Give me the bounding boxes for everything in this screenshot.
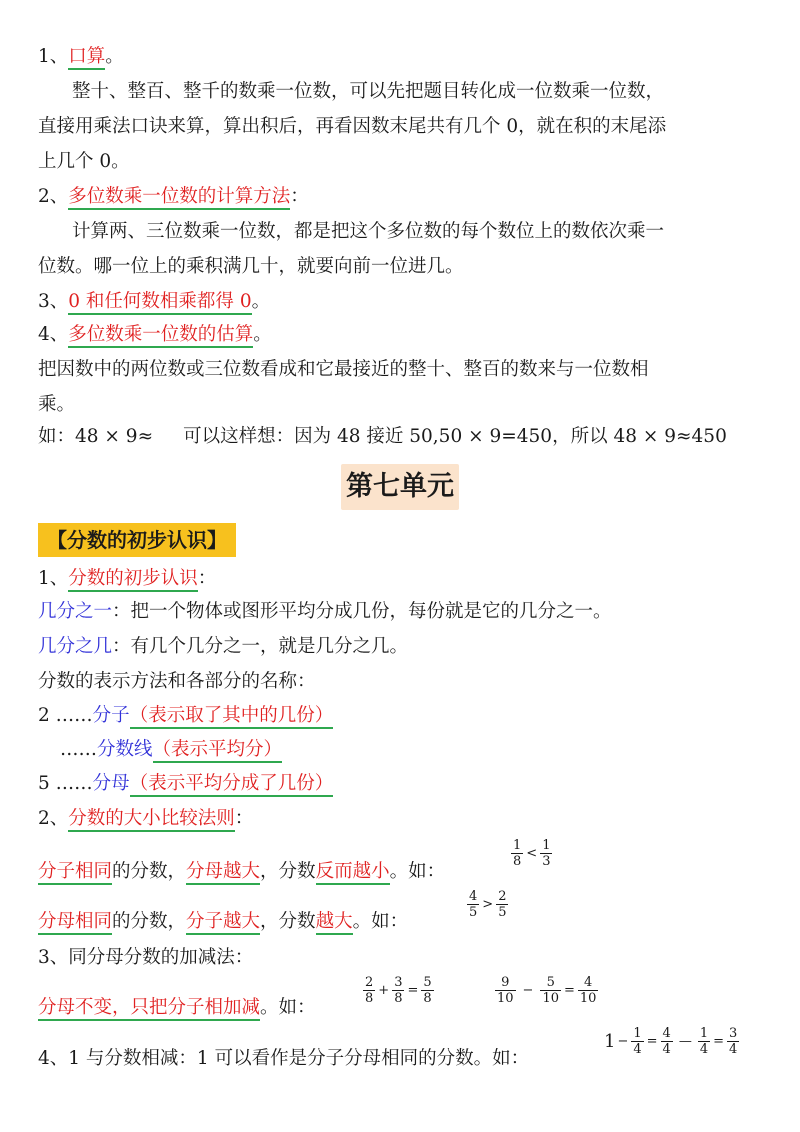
item-heading: 口算: [68, 46, 105, 70]
text: 。如：: [352, 911, 409, 932]
text: 。如：: [389, 861, 446, 882]
punct: ：: [234, 808, 254, 829]
keyword: 分子相同: [38, 861, 112, 885]
paragraph-line: 位数。哪一位上的乘积满几十，就要向前一位进几。: [38, 256, 464, 277]
s7-item-4-line: 4、1 与分数相减：1 可以看作是分子分母相同的分数。如：: [38, 1048, 530, 1069]
term: 几分之几: [38, 636, 113, 657]
fraction: [698, 1026, 710, 1057]
item-4-heading: [38, 322, 768, 348]
numerator: 3: [394, 975, 403, 990]
fraction: [511, 838, 523, 869]
denominator: 8: [394, 991, 403, 1006]
punct: 。: [253, 324, 272, 345]
part-name: 分母: [92, 773, 130, 794]
item-number: 2、: [38, 186, 69, 207]
item-heading: 多位数乘一位数的计算方法: [68, 186, 290, 210]
denominator: 8: [365, 991, 374, 1006]
numerator: 1: [633, 1026, 642, 1041]
s7-item-1-heading: [38, 566, 768, 592]
fraction: [578, 975, 599, 1006]
item-number: 1、: [38, 568, 69, 589]
item-heading: 分数的大小比较法则: [68, 808, 235, 832]
item-heading: 多位数乘一位数的估算: [68, 324, 253, 348]
paragraph-line: 乘。: [38, 394, 76, 415]
denominator: 10: [579, 991, 597, 1006]
example-subtraction: [494, 975, 599, 1006]
part-description: （表示取了其中的几份）: [130, 705, 334, 729]
one: 1: [604, 1031, 616, 1052]
less-than: <: [526, 846, 538, 861]
paragraph-line: 分数的表示方法和各部分的名称：: [38, 671, 316, 692]
item-heading: 0 和任何数相乘都得 0: [68, 291, 251, 315]
item-number: 1、: [38, 46, 69, 67]
punct: ：: [290, 186, 309, 207]
item-1-heading: [38, 44, 768, 70]
fraction: [363, 975, 375, 1006]
digit: 2: [38, 705, 50, 726]
denominator: 5: [498, 905, 507, 920]
punct: 。: [105, 46, 124, 67]
digit: 5: [38, 773, 50, 794]
paragraph-line: 把因数中的两位数或三位数看成和它最接近的整十、整百的数来与一位数相: [38, 359, 649, 380]
equals-sign: =: [564, 983, 575, 998]
denominator: 5: [469, 905, 478, 920]
numerator: 2: [498, 889, 507, 904]
denominator: 8: [513, 854, 522, 869]
denominator: 4: [729, 1042, 738, 1057]
dots: ……: [55, 705, 93, 726]
fraction-part-denominator: [38, 771, 768, 797]
text: 的分数，: [112, 861, 187, 882]
fraction: [661, 1026, 673, 1057]
numerator: 4: [578, 975, 599, 991]
part-description: （表示平均分成了几份）: [130, 773, 334, 797]
denominator: 4: [662, 1042, 671, 1057]
example-line: [38, 424, 768, 450]
example-prefix: 如：48 × 9≈: [38, 426, 154, 447]
item-3-heading: [38, 289, 768, 315]
example-explanation: 可以这样想：因为 48 接近 50,50 × 9=450，所以 48 × 9≈450: [183, 426, 727, 447]
keyword: 分母越大: [186, 861, 260, 885]
fraction: [631, 1026, 643, 1057]
numerator: 4: [469, 889, 478, 904]
paragraph-line: 上几个 0。: [38, 151, 130, 172]
fraction: [421, 975, 433, 1006]
keyword: 分母相同: [38, 911, 112, 935]
minus-sign: −: [522, 983, 534, 998]
numerator: 4: [662, 1026, 671, 1041]
numerator: 1: [542, 838, 551, 853]
definition-line: [38, 634, 768, 660]
unit-title: 第七单元: [341, 464, 459, 510]
example-compare-1: [510, 838, 553, 869]
example-compare-2: [466, 889, 509, 920]
section-title: 【分数的初步认识】: [38, 523, 236, 557]
example-addition: [362, 975, 435, 1006]
greater-than: >: [482, 897, 494, 912]
part-name: 分数线: [97, 739, 153, 760]
dots: ……: [55, 773, 93, 794]
punct: ：: [197, 568, 217, 589]
plus-sign: +: [378, 983, 390, 998]
denominator: 4: [699, 1042, 709, 1057]
denominator: 10: [497, 991, 514, 1006]
definition: ：有几个几分之一，就是几分之几。: [112, 636, 409, 657]
numerator: 1: [513, 838, 522, 853]
definition-line: [38, 599, 768, 625]
text: 的分数，: [112, 911, 187, 932]
item-number: 3、: [38, 291, 69, 312]
numerator: 5: [423, 975, 432, 990]
denominator: 10: [542, 991, 559, 1006]
keyword: 分子越大: [186, 911, 260, 935]
denominator: 3: [542, 854, 551, 869]
fraction-part-numerator: [38, 703, 768, 729]
text: 。如：: [260, 997, 316, 1018]
s7-item-3-heading: 3、同分母分数的加减法：: [38, 947, 254, 968]
numerator: 1: [699, 1026, 709, 1041]
equals-sign: =: [407, 983, 419, 998]
dots: ……: [60, 739, 97, 760]
fraction: [392, 975, 404, 1006]
punct: 。: [251, 291, 271, 312]
numerator: 5: [540, 975, 561, 991]
equals-sign: =: [713, 1034, 725, 1049]
example-one-minus: [604, 1026, 740, 1057]
numerator: 9: [495, 975, 516, 991]
fraction: [495, 975, 516, 1006]
equals-sign: =: [646, 1034, 658, 1049]
item-heading: 分数的初步认识: [68, 568, 198, 592]
term: 几分之一: [38, 601, 113, 622]
denominator: 8: [423, 991, 432, 1006]
item-number: 2、: [38, 808, 69, 829]
numerator: 3: [729, 1026, 738, 1041]
fraction: [496, 889, 508, 920]
fraction-part-line: [60, 737, 790, 763]
fraction: [467, 889, 479, 920]
rule-line-2: [38, 909, 768, 935]
fraction: [727, 1026, 739, 1057]
rule-line-1: [38, 859, 768, 885]
part-description: （表示平均分）: [153, 739, 283, 763]
numerator: 2: [365, 975, 374, 990]
text: ，分数: [260, 861, 316, 882]
denominator: 4: [633, 1042, 642, 1057]
item-2-heading: [38, 184, 768, 210]
text: ，分数: [260, 911, 316, 932]
keyword: 分母不变，只把分子相加减: [38, 997, 260, 1021]
keyword: 反而越小: [316, 861, 390, 885]
fraction: [540, 975, 561, 1006]
s7-item-2-heading: [38, 806, 768, 832]
minus-sign: −: [617, 1034, 629, 1049]
paragraph-line: 计算两、三位数乘一位数，都是把这个多位数的每个数位上的数依次乘一: [72, 221, 665, 242]
keyword: 越大: [316, 911, 353, 935]
paragraph-line: 整十、整百、整千的数乘一位数，可以先把题目转化成一位数乘一位数，: [72, 81, 665, 102]
item-number: 4、: [38, 324, 69, 345]
part-name: 分子: [92, 705, 130, 726]
definition: ：把一个物体或图形平均分成几份，每份就是它的几分之一。: [112, 601, 612, 622]
fraction: [540, 838, 552, 869]
minus-sign: —: [678, 1034, 692, 1049]
paragraph-line: 直接用乘法口诀来算，算出积后，再看因数末尾共有几个 0，就在积的末尾添: [38, 116, 667, 137]
